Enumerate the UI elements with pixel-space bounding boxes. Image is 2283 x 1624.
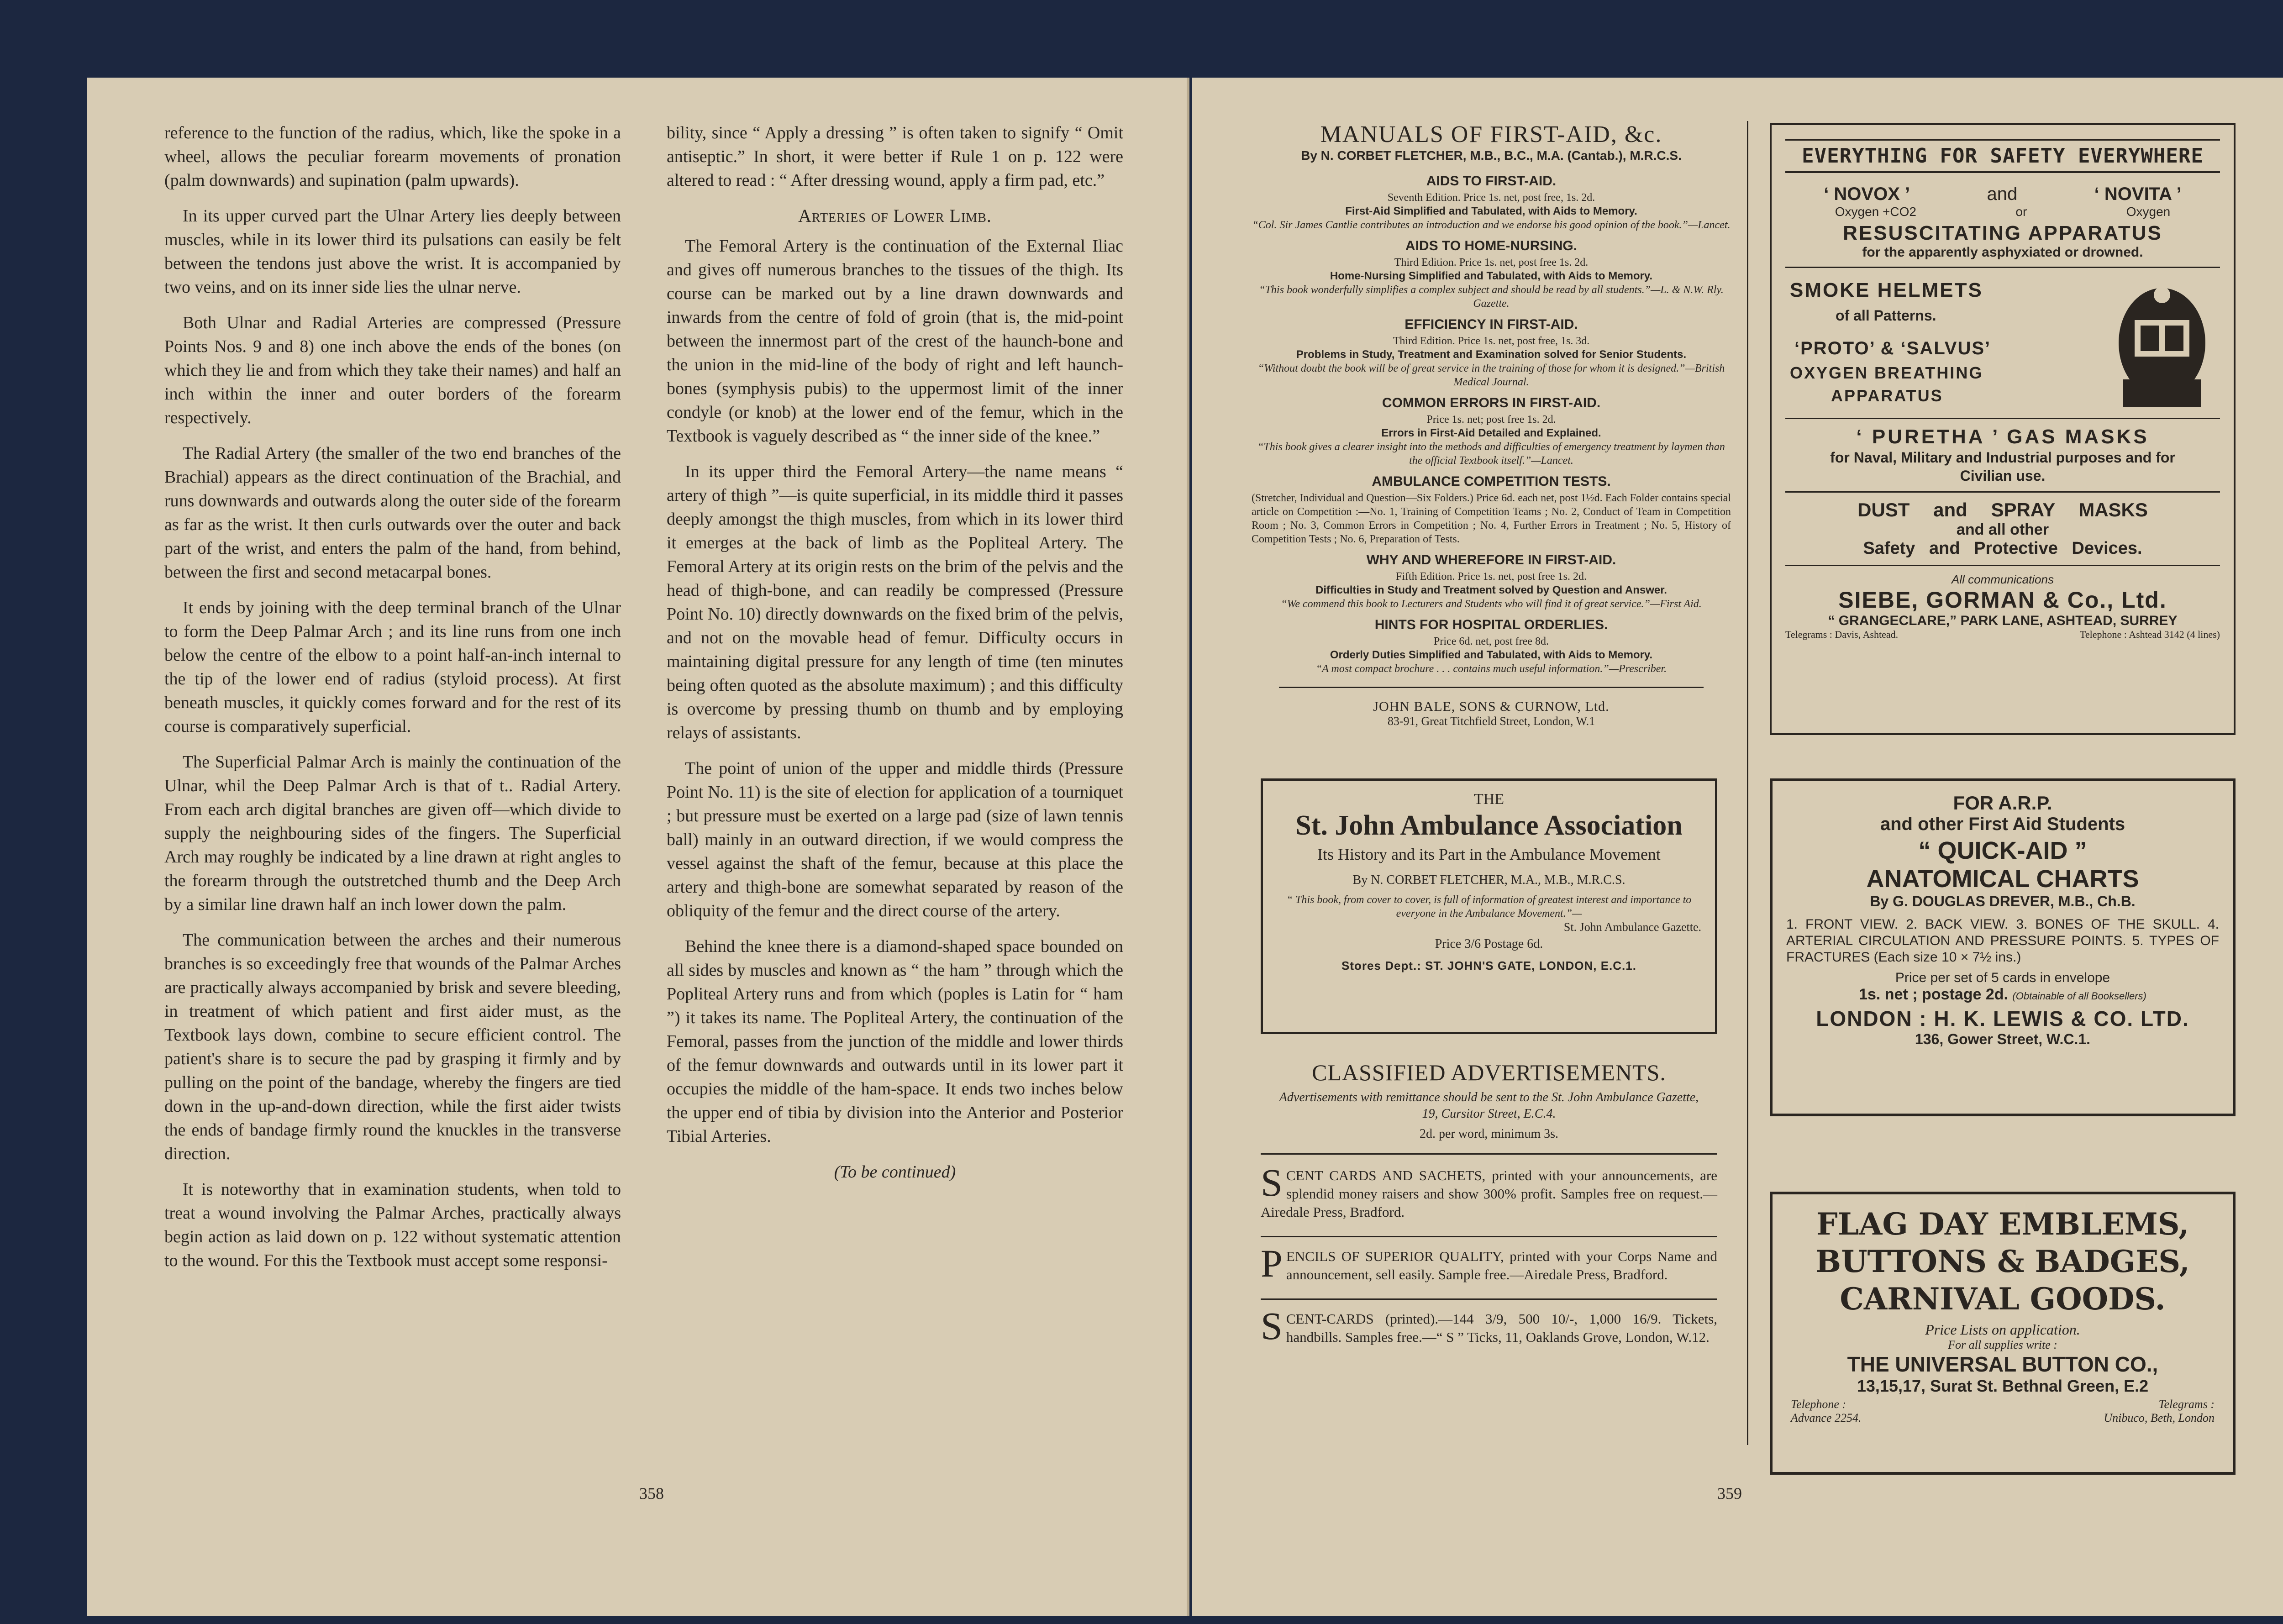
charts-line2: and other First Aid Students: [1880, 814, 2125, 834]
drop-initial: S: [1261, 1161, 1283, 1204]
siebe-company: SIEBE, GORMAN & Co., Ltd.: [1838, 587, 2167, 613]
divider: [1279, 687, 1704, 688]
flag-telegrams-label: Telegrams :: [2158, 1398, 2215, 1411]
charts-net-row: [1786, 986, 2219, 1004]
flag-write: For all supplies write :: [1948, 1338, 2057, 1351]
manual-entry: [1252, 237, 1731, 310]
manual-edition: (Stretcher, Individual and Question—Six Folders.) Price 6d. each net, post 1½d. Each Folder contains special article on Competition :—No. 1, Training of Competition Teams ; No. 2, Conduct of Team in Competition Room ; No. 3, Common Errors in Competition ; No. 4, Further Errors in Treatment ; No. 5, History of Competition Tests ; No. 6, Preparation of Tests.: [1252, 492, 1731, 545]
novox-sub: Oxygen +CO2: [1835, 205, 1916, 219]
manuals-title: MANUALS OF FIRST-AID, &c.: [1320, 121, 1662, 147]
manual-title: EFFICIENCY IN FIRST-AID.: [1405, 317, 1578, 332]
left-page: [87, 78, 1189, 1616]
flag-line1: FLAG DAY EMBLEMS,: [1816, 1206, 2189, 1242]
siebe-gorman-ad: [1770, 123, 2236, 735]
manual-desc: Home-Nursing Simplified and Tabulated, with Aids to Memory.: [1330, 270, 1653, 282]
siebe-comm: All communications: [1952, 573, 2054, 586]
st-john-quote-source: St. John Ambulance Gazette.: [1563, 920, 1701, 934]
charts-list: 1. FRONT VIEW. 2. BACK VIEW. 3. BONES OF THE SKULL. 4. ARTERIAL CIRCULATION AND PRESSURE POINTS. 5. TYPES OF FRACTURES (Each size 10 × 7½ ins.): [1786, 917, 2219, 965]
charts-london: LONDON : H. K. LEWIS & CO. LTD.: [1816, 1007, 2189, 1030]
novox-row: [1785, 184, 2220, 205]
paragraph: Behind the knee there is a diamond-shaped space bounded on all sides by muscles and known as “ the ham ” through which the Popliteal Artery runs and from which (poples is Latin for “ ham ”) it takes its name. The Popliteal Artery, the continuation of the Femoral, passes from the junction of the middle and lower thirds of the femur downwards and outwards until in its lower part it occupies the middle of the ham-space. It ends two inches below the upper end of tibia by division into the Anterior and Posterior Tibial Arteries.: [667, 937, 1123, 1146]
drop-initial: P: [1261, 1241, 1283, 1285]
st-john-quote: “ This book, from cover to cover, is full of information of greatest interest and importance to everyone in the Ambulance Movement.”—: [1286, 894, 1692, 920]
st-john-title: St. John Ambulance Association: [1295, 810, 1683, 841]
dust-other: and all other: [1956, 521, 2049, 538]
manuals-publisher-address: 83-91, Great Titchfield Street, London, W.1: [1387, 715, 1595, 728]
paragraph: In its upper third the Femoral Artery—the name means “ artery of thigh ”—is quite superficial, in its middle third it passes deeply amongst the thigh muscles, from which in its lower third it emerges at the back of limb as the Popliteal Artery. The Femoral Artery at its origin rests on the brim of the pelvis and the head of thigh-bone, and can readily be compressed (Pressure Point No. 10) directly downwards on the fixed brim of the pelvis, and not on the movable head of femur. Difficulty occurs in maintaining digital pressure for any length of time (ten minutes being often quoted as the absolute maximum) ; and this difficulty is overcome by pressing thumb on thumb and by employing relays of assistants.: [667, 462, 1123, 742]
right-page: [1192, 78, 2283, 1616]
manual-title: AMBULANCE COMPETITION TESTS.: [1372, 474, 1611, 489]
page-number: 358: [639, 1484, 664, 1503]
manual-edition: Price 1s. net; post free 1s. 2d.: [1426, 414, 1556, 426]
flag-address: 13,15,17, Surat St. Bethnal Green, E.2: [1857, 1377, 2149, 1395]
charts-byline: By G. DOUGLAS DREVER, M.B., Ch.B.: [1870, 893, 2136, 909]
manual-edition: Price 6d. net, post free 8d.: [1434, 636, 1549, 647]
paragraph: bility, since “ Apply a dressing ” is often taken to signify “ Omit antiseptic.” In short, it were better if Rule 1 on p. 122 were altered to read : “ After dressing wound, apply a firm pad, etc.”: [667, 123, 1123, 190]
divider: [1785, 491, 2220, 493]
divider: [1261, 1236, 1717, 1237]
novita-name: ‘ NOVITA ’: [2094, 184, 2182, 204]
manual-entry: [1252, 315, 1731, 389]
novox-or: or: [2015, 205, 2027, 219]
divider: [1785, 418, 2220, 419]
manual-title: COMMON ERRORS IN FIRST-AID.: [1382, 395, 1601, 410]
siebe-telegrams: Telegrams : Davis, Ashtead.: [1785, 629, 1899, 640]
flag-tel: Advance 2254.: [1791, 1411, 1862, 1424]
manual-entry: [1252, 394, 1731, 468]
manual-edition: Fifth Edition. Price 1s. net, post free 1s. 2d.: [1396, 571, 1587, 583]
st-john-ad: [1261, 778, 1717, 1034]
dust-title: DUST and SPRAY MASKS: [1857, 499, 2148, 520]
st-john-byline: By N. CORBET FLETCHER, M.A., M.B., M.R.C.S.: [1352, 873, 1625, 887]
novita-sub: Oxygen: [2126, 205, 2171, 219]
manual-edition: Seventh Edition. Price 1s. net, post free, 1s. 2d.: [1387, 192, 1595, 204]
classified-note: Advertisements with remittance should be sent to the St. John Ambulance Gazette, 19, Cursitor Street, E.C.4.: [1279, 1090, 1699, 1121]
charts-title: ANATOMICAL CHARTS: [1866, 865, 2139, 893]
smoke-helmet-icon: [2105, 274, 2219, 411]
continued-note: (To be continued): [834, 1162, 956, 1182]
charts-product: “ QUICK-AID ”: [1918, 837, 2087, 864]
manual-quote: “Without doubt the book will be of great service in the training of those for whom it is designed.”—British Medical Journal.: [1257, 363, 1725, 388]
classified-ad: [1261, 1304, 1717, 1348]
charts-obtain: (Obtainable of all Booksellers): [2012, 990, 2146, 1002]
manual-title: HINTS FOR HOSPITAL ORDERLIES.: [1374, 617, 1608, 632]
paragraph: reference to the function of the radius, which, like the spoke in a wheel, allows the peculiar forearm movements of pronation (palm downwards) and supination (palm upwards).: [164, 123, 621, 190]
smoke-title: SMOKE HELMETS: [1790, 279, 1983, 301]
flag-tel-label: Telephone :: [1791, 1398, 1846, 1411]
manual-quote: “This book gives a clearer insight into the methods and difficulties of emergency treatment by laymen than the official Textbook itself.”—Lancet.: [1257, 441, 1725, 467]
paragraph: Both Ulnar and Radial Arteries are compressed (Pressure Points Nos. 9 and 8) one inch above the ends of the bones (on which they lie and from which they take their names) and half an inch within the inner and outer borders of the forearm respectively.: [164, 313, 621, 427]
paragraph: The communication between the arches and their numerous branches is so exceedingly free that wounds of the Palmar Arches are practically always accompanied by brisk and severe bleeding, in treatment of which patient and first aider must, as the Textbook lays down, combine to secure efficient control. The patient's share is to secure the pad by grasping it firmly and by pulling on the point of the bandage, whereby the fingers are tied down in the up-and-down direction, while the first aider twists the ends of bandage firmly round the knuckles in the transverse direction.: [164, 930, 621, 1163]
charts-line1: FOR A.R.P.: [1953, 792, 2052, 814]
charts-street: 136, Gower Street, W.C.1.: [1915, 1031, 2091, 1047]
classified-ad: [1261, 1161, 1717, 1221]
siebe-contact-row: [1785, 629, 2220, 641]
divider: [1785, 565, 2220, 566]
classified-section: [1261, 1059, 1717, 1361]
dust-safety: Safety and Protective Devices.: [1863, 539, 2142, 558]
flag-company: THE UNIVERSAL BUTTON CO.,: [1847, 1352, 2158, 1376]
st-john-the: THE: [1473, 791, 1504, 808]
manual-quote: “Col. Sir James Cantlie contributes an introduction and we endorse his good opinion of the book.”—Lancet.: [1252, 219, 1731, 231]
manual-desc: Orderly Duties Simplified and Tabulated, with Aids to Memory.: [1330, 649, 1653, 661]
manual-desc: Errors in First-Aid Detailed and Explained.: [1381, 427, 1601, 439]
proto-title: ‘PROTO’ & ‘SALVUS’: [1794, 338, 1991, 358]
manual-quote: “This book wonderfully simplifies a complex subject and should be read by all students.”—L. & N.W. Rly. Gazette.: [1259, 284, 1724, 310]
flag-contact-values: [1791, 1411, 2215, 1425]
paragraph: In its upper curved part the Ulnar Artery lies deeply between muscles, while in its lower third its pulsations can easily be felt between the tendons just above the wrist. It is accompanied by two veins, and on its inner side lies the ulnar nerve.: [164, 206, 621, 297]
quick-aid-ad: [1770, 778, 2236, 1116]
manual-entry: [1252, 551, 1731, 611]
novox-name: ‘ NOVOX ’: [1824, 184, 1910, 204]
manual-entry: [1252, 172, 1731, 232]
manual-desc: Problems in Study, Treatment and Examination solved for Senior Students.: [1296, 348, 1687, 361]
manual-entry: [1252, 472, 1731, 546]
page-number: 359: [1717, 1484, 1742, 1503]
oxygen-title: OXYGEN BREATHING: [1790, 363, 1983, 382]
helmet-block: [1785, 274, 2220, 411]
paragraph: It is noteworthy that in examination students, when told to treat a wound involving the Palmar Arches, practically always begin action as laid down on p. 122 without systematic attention to the wound. For this the Textbook must accept some responsi-: [164, 1180, 621, 1270]
section-heading: Arteries of Lower Limb.: [798, 205, 992, 226]
paragraph: The Radial Artery (the smaller of the two end branches of the Brachial) appears as the direct continuation of the Brachial, and runs downwards and outwards along the outer side of the forearm as far as the wrist. It then curls outwards over the outer and back part of the wrist, and enters the palm of the hand, from behind, between the first and second metacarpal bones.: [164, 444, 621, 582]
classified-ad-text: CENT CARDS AND SACHETS, printed with your announcements, are splendid money raisers and show 300% profit. Samples free on request.—Airedale Press, Bradford.: [1261, 1167, 1717, 1220]
siebe-telephone: Telephone : Ashtead 3142 (4 lines): [2079, 629, 2220, 640]
manuals-ad: [1252, 121, 1731, 728]
novox-sub-row: [1785, 205, 2220, 219]
resus-sub: for the apparently asphyxiated or drowned.: [1862, 245, 2143, 260]
manuals-byline: By N. CORBET FLETCHER, M.B., B.C., M.A. (Cantab.), M.R.C.S.: [1301, 148, 1682, 163]
novox-and: and: [1987, 184, 2018, 204]
flag-contact-labels: [1791, 1398, 2215, 1411]
manual-desc: First-Aid Simplified and Tabulated, with Aids to Memory.: [1345, 205, 1637, 217]
puretha-sub: for Naval, Military and Industrial purposes and for Civilian use.: [1830, 449, 2175, 484]
flag-telegrams: Unibuco, Beth, London: [2104, 1411, 2215, 1424]
manual-entry: [1252, 615, 1731, 676]
classified-title: CLASSIFIED ADVERTISEMENTS.: [1312, 1060, 1666, 1085]
charts-price: Price per set of 5 cards in envelope: [1895, 970, 2110, 985]
manual-desc: Difficulties in Study and Treatment solved by Question and Answer.: [1315, 584, 1667, 596]
flag-day-ad: [1770, 1192, 2236, 1475]
st-john-price: Price 3/6 Postage 6d.: [1435, 937, 1543, 951]
flag-line2: BUTTONS & BADGES,: [1815, 1244, 2190, 1279]
manual-edition: Third Edition. Price 1s. net, post free, 1s. 3d.: [1393, 335, 1590, 347]
classified-rate: 2d. per word, minimum 3s.: [1419, 1127, 1559, 1141]
paragraph: The Superficial Palmar Arch is mainly the continuation of the Ulnar, whil the Deep Palmar Arch is that of t.. Radial Artery. From each arch digital branches are given off—which divide to supply the neighbouring sides of the fingers. The Superficial Arch may roughly be indicated by a line drawn at right angles to the forearm through the outstretched thumb and the Deep Arch by a similar line drawn half an inch lower down the palm.: [164, 752, 621, 914]
siebe-header: EVERYTHING FOR SAFETY EVERYWHERE: [1785, 139, 2220, 173]
paragraph: It ends by joining with the deep terminal branch of the Ulnar to form the Deep Palmar Arch ; and its line runs from one inch below the centre of the elbow to a point half-an-inch internal to the tip of the lower end of radius (styloid process). At first beneath muscles, it quickly comes forward and for the rest of its course is comparatively superficial.: [164, 598, 621, 736]
drop-initial: S: [1261, 1304, 1283, 1348]
column-rule: [1747, 121, 1748, 1445]
flag-price: Price Lists on application.: [1925, 1321, 2080, 1338]
flag-line3: CARNIVAL GOODS.: [1840, 1281, 2166, 1317]
left-column-1: [164, 121, 621, 1284]
manual-title: WHY AND WHEREFORE IN FIRST-AID.: [1366, 552, 1616, 568]
manual-title: AIDS TO HOME-NURSING.: [1405, 238, 1578, 253]
manual-title: AIDS TO FIRST-AID.: [1426, 173, 1557, 189]
left-column-2: [667, 121, 1123, 1184]
classified-ad: [1261, 1241, 1717, 1285]
divider: [1261, 1298, 1717, 1300]
manual-quote: “A most compact brochure . . . contains much useful information.”—Prescriber.: [1315, 663, 1667, 675]
divider: [1785, 267, 2220, 268]
puretha-title: ‘ PURETHA ’ GAS MASKS: [1856, 426, 2149, 448]
st-john-stores: Stores Dept.: ST. JOHN'S GATE, LONDON, E.C.1.: [1341, 959, 1636, 972]
siebe-address: “ GRANGECLARE,” PARK LANE, ASHTEAD, SURREY: [1828, 613, 2178, 628]
classified-ad-text: ENCILS OF SUPERIOR QUALITY, printed with your Corps Name and announcement, sell easily. Sample free.—Airedale Press, Bradford.: [1286, 1248, 1717, 1282]
st-john-subtitle: Its History and its Part in the Ambulance Movement: [1317, 845, 1661, 863]
manual-quote: “We commend this book to Lecturers and Students who will find it of great service.”—First Aid.: [1281, 598, 1702, 610]
paragraph: The Femoral Artery is the continuation of the External Iliac and gives off numerous branches to the tissues of the thigh. Its course can be marked out by a line drawn downwards and inwards from the centre of fold of groin (that is, the mid-point between the innermost part of the crest of the haunch-bone and the union in the mid-line of the body of right and left haunch-bones (symphysis pubis) to the uppermost limit of the inner condyle (or knob) at the lower end of the femur, which in the Textbook is vaguely described as “ the inner side of the knee.”: [667, 237, 1123, 446]
smoke-sub: of all Patterns.: [1836, 307, 1936, 324]
paragraph: The point of union of the upper and middle thirds (Pressure Point No. 11) is the site of election for application of a tourniquet ; but pressure must be exerted on a large pad (size of lawn tennis ball) mainly in an outward direction, if we would compress the vessel against the shaft of the femur, because at this place the artery and thigh-bone are somewhat separated by reason of the obliquity of the femur and the direct course of the artery.: [667, 759, 1123, 920]
classified-ad-text: CENT-CARDS (printed).—144 3/9, 500 10/-, 1,000 16/9. Tickets, handbills. Samples free.—“ S ” Ticks, 11, Oaklands Grove, London, W.12.: [1286, 1311, 1717, 1345]
divider: [1261, 1153, 1717, 1155]
apparatus-title: APPARATUS: [1831, 386, 1943, 405]
charts-net: 1s. net ; postage 2d.: [1859, 986, 2008, 1003]
manuals-publisher: JOHN BALE, SONS & CURNOW, Ltd.: [1373, 699, 1610, 714]
resus-title: RESUSCITATING APPARATUS: [1843, 222, 2162, 244]
manual-edition: Third Edition. Price 1s. net, post free 1s. 2d.: [1394, 257, 1589, 268]
